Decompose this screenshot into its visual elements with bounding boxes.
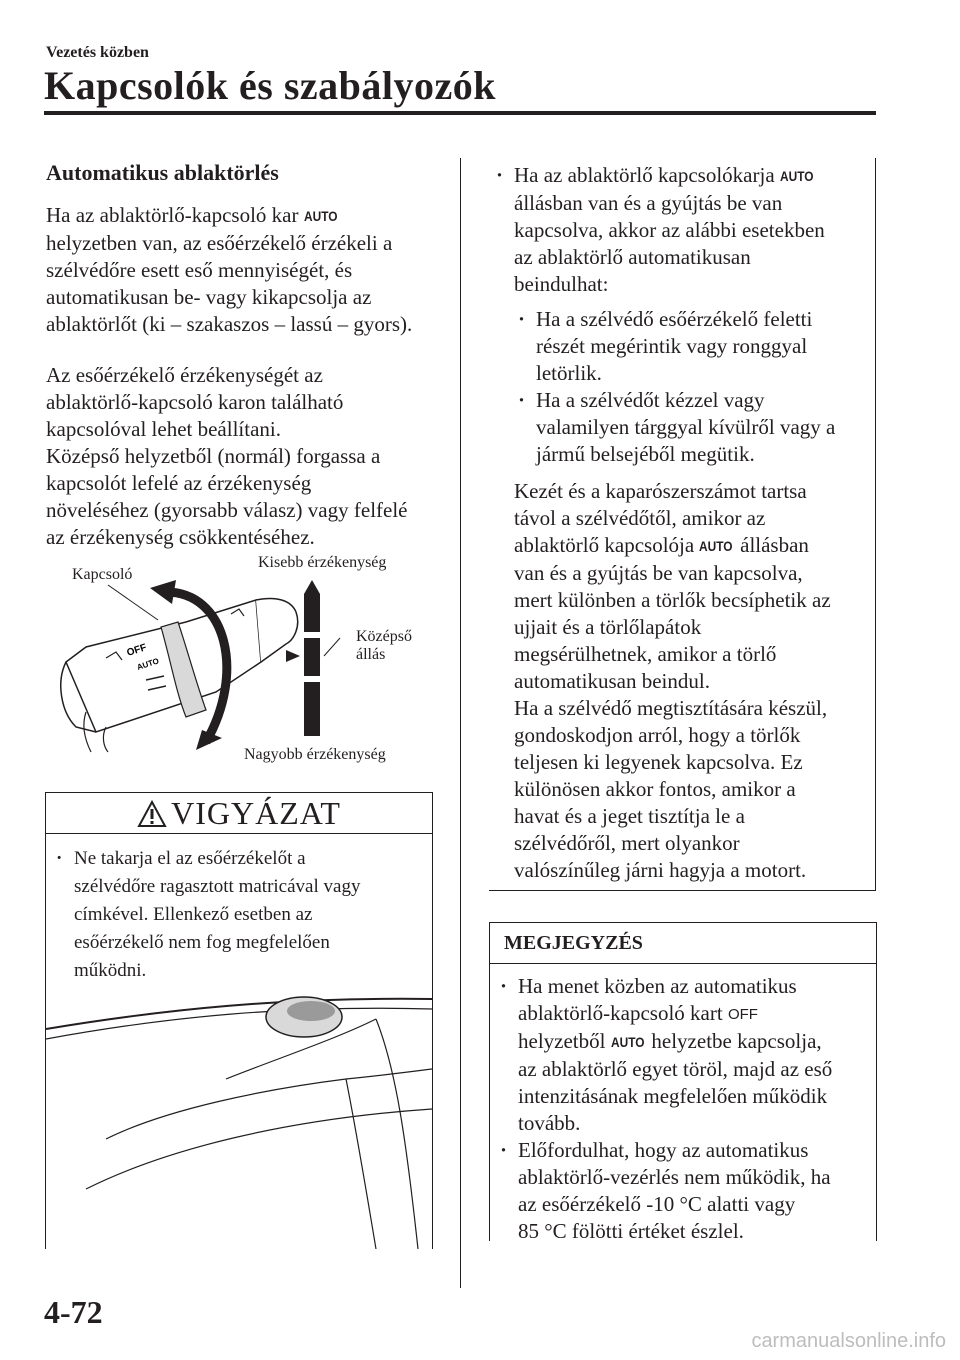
watermark: carmanualsonline.info: [751, 1330, 946, 1352]
text-line: tovább.: [518, 1111, 581, 1135]
title-rule: [44, 111, 876, 115]
text-line: Ha a szélvédő megtisztítására készül,: [514, 696, 828, 720]
caution-bullet: [52, 845, 422, 985]
text-line: van és a gyújtás be van kapcsolva,: [514, 561, 803, 585]
figure-label-less-sensitive: Kisebb érzékenység: [258, 554, 387, 571]
text-line: · Előfordulhat, hogy az automatikus: [518, 1138, 809, 1162]
text-line: ujjait és a törlőlapátok: [514, 615, 702, 639]
caution-box: [45, 792, 433, 1249]
text-line: [46, 202, 446, 230]
text-line: 85 °C fölötti értéket észlel.: [518, 1219, 744, 1243]
text-line: intenzitásának megfelelően működik: [518, 1084, 828, 1108]
text-line: [518, 1000, 871, 1028]
page-title: Kapcsolók és szabályozók: [44, 63, 497, 108]
middle-position-pointer: [286, 650, 300, 662]
text-line: valószínűleg járni hagyja a motort.: [514, 858, 807, 882]
text-line: automatikusan be- vagy kikapcsolja az: [46, 285, 372, 309]
figure-label-more-sensitive: Nagyobb érzékenység: [244, 746, 386, 763]
text-line: szélvédőre ragasztott matricával vagy: [74, 876, 361, 897]
sub-bullets: [514, 306, 867, 468]
text-line: az érzékenység csökkentéséhez.: [46, 525, 315, 549]
text-line: helyzetben van, az esőérzékelő érzékeli a: [46, 231, 393, 255]
text-line: kapcsolóval lehet beállítani.: [46, 417, 281, 441]
text-line: szélvédőről, mert olyankor: [514, 831, 740, 855]
sub-bullet-item: [514, 306, 867, 387]
text-span: helyzetből: [518, 1029, 606, 1053]
text-line: címkével. Ellenkező esetben az: [74, 904, 313, 925]
text-line: · Ha a szélvédő esőérzékelő feletti: [536, 307, 813, 331]
auto-label: AUTO: [135, 656, 161, 672]
text-line: távol a szélvédőtől, amikor az: [514, 506, 766, 530]
text-line: az ablaktörlő egyet töröl, majd az eső: [518, 1057, 833, 1081]
sensitivity-bar-bottom: [304, 682, 320, 736]
bullet-item: [492, 162, 867, 298]
text-span: ablaktörlő-kapcsoló kart: [518, 1001, 723, 1025]
windshield-sensor-illustration: [46, 979, 432, 1249]
intro-paragraph: [46, 202, 446, 338]
text-line: különösen akkor fontos, amikor a: [514, 777, 796, 801]
off-label: OFF: [125, 642, 148, 659]
auto-symbol: AUTO: [779, 168, 814, 184]
sensitivity-bar-top: [304, 580, 320, 632]
page-number: 4-72: [44, 1294, 103, 1330]
text-line: jármű belsejéből megütik.: [536, 442, 755, 466]
text-line: beindulhat:: [514, 272, 609, 296]
warning-paragraph: [514, 478, 867, 884]
text-line: [514, 532, 867, 560]
text-span: helyzetbe kapcsolja,: [651, 1029, 822, 1053]
text-span: ablaktörlő kapcsolója: [514, 533, 695, 557]
off-symbol: OFF: [727, 1006, 758, 1023]
text-line: Kezét és a kaparószerszámot tartsa: [514, 479, 807, 503]
text-line: Középső helyzetből (normál) forgassa a: [46, 444, 381, 468]
text-line: ablaktörlő-vezérlés nem működik, ha: [518, 1165, 831, 1189]
text-line: ablaktörlőt (ki – szakaszos – lassú – gyors).: [46, 312, 413, 336]
note-box: [489, 922, 877, 1241]
auto-symbol: AUTO: [699, 538, 733, 554]
auto-symbol: AUTO: [610, 1034, 645, 1050]
text-line: letörlik.: [536, 361, 602, 385]
column-divider: [460, 158, 461, 1288]
note-title: MEGJEGYZÉS: [490, 923, 876, 964]
wiper-lever-figure: [46, 552, 446, 772]
text-line: állásban van és a gyújtás be van: [514, 191, 783, 215]
text-line: növeléséhez (gyorsabb válasz) vagy felfelé: [46, 498, 408, 522]
text-line: havat és a jeget tisztítja le a: [514, 804, 745, 828]
figure-label-switch: Kapcsoló: [72, 566, 133, 583]
note-text: [496, 973, 871, 1245]
text-line: Az esőérzékelő érzékenységét az: [46, 363, 323, 387]
caution-header: [46, 793, 432, 834]
sensitivity-bar-middle: [304, 638, 320, 676]
text-line: [514, 162, 867, 190]
text-line: részét megérintik vagy ronggyal: [536, 334, 808, 358]
text-line: Középső: [356, 628, 412, 645]
text-line: gondoskodjon arról, hogy a törlők: [514, 723, 801, 747]
text-line: az esőérzékelő -10 °C alatti vagy: [518, 1192, 796, 1216]
caution-title: VIGYÁZAT: [171, 795, 341, 831]
text-line: működni.: [74, 960, 147, 981]
text-line: mert különben a törlők becsíphetik az: [514, 588, 831, 612]
text-line: megsérülhetnek, amikor a törlő: [514, 642, 777, 666]
text-line: · Ha menet közben az automatikus: [518, 974, 797, 998]
text-line: valamilyen tárggyal kívülről vagy a: [536, 415, 836, 439]
note-bullet: [496, 1137, 871, 1245]
sub-bullet-item: [514, 387, 867, 468]
text-line: automatikusan beindul.: [514, 669, 710, 693]
text-span: állásban: [740, 533, 809, 557]
section-label: Vezetés közben: [46, 44, 149, 61]
text-line: ablaktörlő-kapcsoló karon található: [46, 390, 344, 414]
sensitivity-paragraph: [46, 362, 456, 551]
text-line: az ablaktörlő automatikusan: [514, 245, 751, 269]
auto-symbol: AUTO: [303, 208, 338, 224]
text-span: Ha az ablaktörlő-kapcsoló kar: [46, 203, 299, 227]
text-line: [518, 1028, 871, 1056]
auto-start-text: [492, 162, 867, 884]
figure-label-middle: [356, 628, 412, 664]
caution-text: [52, 845, 422, 985]
text-line: állás: [356, 646, 386, 663]
text-line: szélvédőre esett eső mennyiségét, és: [46, 258, 353, 282]
text-span: Ha az ablaktörlő kapcsolókarja: [514, 163, 775, 187]
text-line: esőérzékelő nem fog megfelelően: [74, 932, 330, 953]
text-line: · Ne takarja el az esőérzékelőt a: [74, 848, 306, 869]
text-line: kapcsolva, akkor az alábbi esetekben: [514, 218, 825, 242]
text-line: kapcsolót lefelé az érzékenység: [46, 471, 312, 495]
text-line: · Ha a szélvédőt kézzel vagy: [536, 388, 765, 412]
note-bullet: [496, 973, 871, 1137]
text-line: teljesen ki legyenek kapcsolva. Ez: [514, 750, 803, 774]
section-heading: Automatikus ablaktörlés: [46, 160, 279, 185]
warning-triangle-icon: [137, 800, 167, 828]
